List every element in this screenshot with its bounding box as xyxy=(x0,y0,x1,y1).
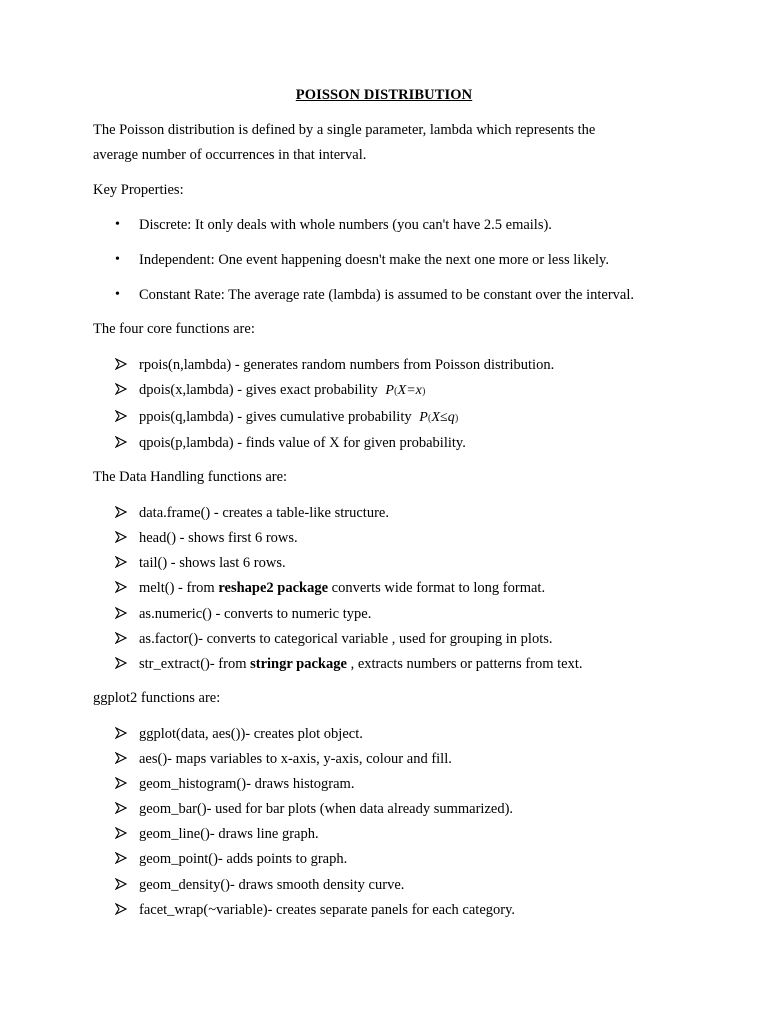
function-text: aes()- maps variables to x-axis, y-axis, colour and fill. xyxy=(139,751,452,767)
arrowhead-icon xyxy=(115,383,127,395)
formula-right-paren: ) xyxy=(421,385,426,397)
function-text: qpois(p,lambda) - finds value of X for given probability. xyxy=(139,435,466,451)
function-text: geom_point()- adds points to graph. xyxy=(139,851,348,867)
function-text: as.factor()- converts to categorical variable , used for grouping in plots. xyxy=(139,631,553,647)
arrowhead-icon xyxy=(115,752,127,764)
function-text: data.frame() - creates a table-like structure. xyxy=(139,505,389,521)
arrowhead-icon xyxy=(115,852,127,864)
bullet-text: Constant Rate: The average rate (lambda) is assumed to be constant over the interval. xyxy=(139,287,634,303)
function-text xyxy=(139,656,583,673)
arrowhead-icon xyxy=(115,506,127,518)
arrowhead-icon xyxy=(115,903,127,915)
arrowhead-icon xyxy=(115,878,127,890)
function-text: geom_histogram()- draws histogram. xyxy=(139,776,355,792)
document-title: POISSON DISTRIBUTION xyxy=(295,87,473,103)
function-text: ggplot(data, aes())- creates plot object. xyxy=(139,726,363,742)
intro-paragraph xyxy=(93,118,693,168)
function-text: geom_density()- draws smooth density curve. xyxy=(139,877,405,893)
arrowhead-icon xyxy=(115,556,127,568)
ggplot-functions-heading: ggplot2 functions are: xyxy=(93,690,221,706)
function-text: geom_line()- draws line graph. xyxy=(139,826,319,842)
bullet-icon: • xyxy=(115,217,120,232)
arrowhead-icon xyxy=(115,777,127,789)
arrowhead-icon xyxy=(115,727,127,739)
function-text xyxy=(139,580,545,597)
arrowhead-icon xyxy=(115,802,127,814)
data-handling-heading: The Data Handling functions are: xyxy=(93,469,288,485)
arrowhead-icon xyxy=(115,632,127,644)
arrowhead-icon xyxy=(115,531,127,543)
function-text-before: melt() - from xyxy=(139,580,219,596)
probability-formula xyxy=(419,410,458,425)
function-text-after: converts wide format to long format. xyxy=(328,580,546,596)
key-properties-heading: Key Properties: xyxy=(93,182,184,198)
bullet-icon: • xyxy=(115,287,120,302)
arrowhead-icon xyxy=(115,607,127,619)
formula-left-paren: ( xyxy=(393,385,398,397)
function-text xyxy=(139,409,458,426)
package-name: stringr package xyxy=(250,656,347,672)
core-functions-heading: The four core functions are: xyxy=(93,321,255,337)
formula-left-paren: ( xyxy=(427,412,432,424)
package-name: reshape2 package xyxy=(218,580,329,596)
arrowhead-icon xyxy=(115,581,127,593)
formula-expression: X≤q xyxy=(431,410,455,425)
function-text: rpois(n,lambda) - generates random numbers from Poisson distribution. xyxy=(139,357,555,373)
bullet-icon: • xyxy=(115,252,120,267)
arrowhead-icon xyxy=(115,827,127,839)
function-text: geom_bar()- used for bar plots (when data already summarized). xyxy=(139,801,514,817)
function-text: as.numeric() - converts to numeric type. xyxy=(139,606,372,622)
arrowhead-icon xyxy=(115,436,127,448)
formula-p: P xyxy=(419,410,428,425)
formula-expression: X=x xyxy=(397,383,422,398)
function-text: head() - shows first 6 rows. xyxy=(139,530,298,546)
function-description: ppois(q,lambda) - gives cumulative probability xyxy=(139,409,416,425)
function-text-after: , extracts numbers or patterns from text. xyxy=(346,656,583,672)
function-text-before: str_extract()- from xyxy=(139,656,251,672)
arrowhead-icon xyxy=(115,657,127,669)
bullet-text: Independent: One event happening doesn't make the next one more or less likely. xyxy=(139,252,609,268)
function-text xyxy=(139,382,426,399)
arrowhead-icon xyxy=(115,358,127,370)
arrowhead-icon xyxy=(115,410,127,422)
function-text: facet_wrap(~variable)- creates separate panels for each category. xyxy=(139,902,516,918)
intro-line-2: average number of occurrences in that interval. xyxy=(93,147,367,163)
intro-line-1: The Poisson distribution is defined by a single parameter, lambda which represents the xyxy=(93,122,596,138)
probability-formula xyxy=(385,383,425,398)
function-text: tail() - shows last 6 rows. xyxy=(139,555,286,571)
function-description: dpois(x,lambda) - gives exact probability xyxy=(139,382,382,398)
formula-p: P xyxy=(385,383,394,398)
formula-right-paren: ) xyxy=(454,412,459,424)
bullet-text: Discrete: It only deals with whole numbers (you can't have 2.5 emails). xyxy=(139,217,552,233)
